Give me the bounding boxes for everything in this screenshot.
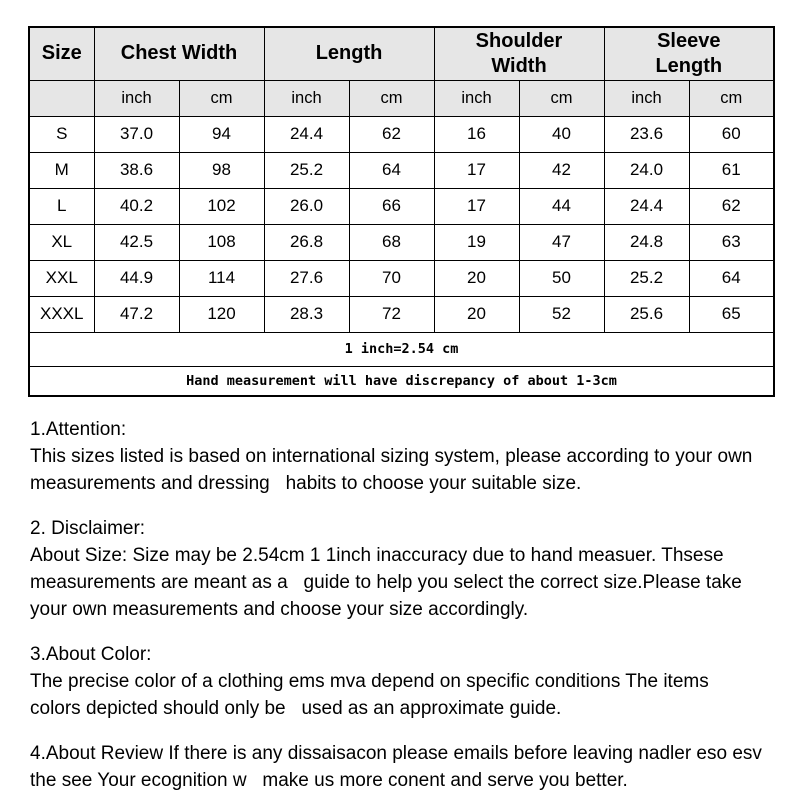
cell: 38.6 xyxy=(94,152,179,188)
cell: 24.4 xyxy=(264,116,349,152)
cell: 61 xyxy=(689,152,774,188)
note-line: the see Your ecognition w make us more conent and serve you better. xyxy=(30,770,628,791)
cell: 68 xyxy=(349,224,434,260)
cell: 102 xyxy=(179,188,264,224)
cell: 40.2 xyxy=(94,188,179,224)
header-shoulder-width-label: Shoulder Width xyxy=(475,29,563,77)
cell: 47 xyxy=(519,224,604,260)
cell: 94 xyxy=(179,116,264,152)
cell: 17 xyxy=(434,152,519,188)
cell: 25.2 xyxy=(604,260,689,296)
cell: 50 xyxy=(519,260,604,296)
unit-cell: cm xyxy=(519,80,604,116)
measurement-discrepancy-note: Hand measurement will have discrepancy of about 1-3cm xyxy=(29,366,774,396)
cell: 98 xyxy=(179,152,264,188)
note-about-color xyxy=(30,641,790,722)
cell: 120 xyxy=(179,296,264,332)
note-line: 4.About Review If there is any dissaisacon please emails before leaving nadler eso esv xyxy=(30,743,762,764)
cell: 42 xyxy=(519,152,604,188)
cell: 66 xyxy=(349,188,434,224)
cell: 16 xyxy=(434,116,519,152)
cell: 26.8 xyxy=(264,224,349,260)
note-line: your own measurements and choose your size accordingly. xyxy=(30,599,529,620)
table-row-s xyxy=(29,116,774,152)
cell: 72 xyxy=(349,296,434,332)
cell: 44.9 xyxy=(94,260,179,296)
cell: 27.6 xyxy=(264,260,349,296)
table-row-l xyxy=(29,188,774,224)
cell: 23.6 xyxy=(604,116,689,152)
unit-cell: cm xyxy=(179,80,264,116)
unit-cell: cm xyxy=(349,80,434,116)
size-chart-table xyxy=(28,26,775,397)
cell: 24.0 xyxy=(604,152,689,188)
cell: 64 xyxy=(689,260,774,296)
note-disclaimer xyxy=(30,515,790,623)
unit-cell: inch xyxy=(434,80,519,116)
table-row-xxl xyxy=(29,260,774,296)
cell: 19 xyxy=(434,224,519,260)
cell: 28.3 xyxy=(264,296,349,332)
cell: 47.2 xyxy=(94,296,179,332)
cell: 108 xyxy=(179,224,264,260)
unit-cell xyxy=(29,80,94,116)
cell: 114 xyxy=(179,260,264,296)
table-row-xl xyxy=(29,224,774,260)
cell: 37.0 xyxy=(94,116,179,152)
cell: 65 xyxy=(689,296,774,332)
note-line: This sizes listed is based on international sizing system, please according to your own xyxy=(30,446,753,467)
table-row-xxxl xyxy=(29,296,774,332)
note-line: The precise color of a clothing ems mva depend on specific conditions The items xyxy=(30,671,709,692)
table-header-row xyxy=(29,27,774,80)
header-size: Size xyxy=(29,27,94,80)
note-attention-heading: 1.Attention: xyxy=(30,419,127,440)
header-sleeve-length xyxy=(604,27,774,80)
cell: 64 xyxy=(349,152,434,188)
header-sleeve-length-label: Sleeve Length xyxy=(655,29,723,77)
size-label: XXL xyxy=(29,260,94,296)
cell: 24.4 xyxy=(604,188,689,224)
cell: 20 xyxy=(434,296,519,332)
cell: 24.8 xyxy=(604,224,689,260)
size-label: M xyxy=(29,152,94,188)
header-shoulder-width xyxy=(434,27,604,80)
cell: 20 xyxy=(434,260,519,296)
inch-conversion-note: 1 inch=2.54 cm xyxy=(29,332,774,366)
unit-cell: inch xyxy=(604,80,689,116)
cell: 70 xyxy=(349,260,434,296)
note-disclaimer-heading: 2. Disclaimer: xyxy=(30,518,146,539)
table-footnote-row-discrepancy xyxy=(29,366,774,396)
cell: 25.2 xyxy=(264,152,349,188)
cell: 62 xyxy=(689,188,774,224)
cell: 44 xyxy=(519,188,604,224)
cell: 42.5 xyxy=(94,224,179,260)
table-units-row xyxy=(29,80,774,116)
note-attention xyxy=(30,416,790,497)
cell: 63 xyxy=(689,224,774,260)
header-chest-width: Chest Width xyxy=(94,27,264,80)
cell: 62 xyxy=(349,116,434,152)
size-label: S xyxy=(29,116,94,152)
note-color-heading: 3.About Color: xyxy=(30,644,152,665)
notes xyxy=(30,416,790,800)
header-length: Length xyxy=(264,27,434,80)
unit-cell: inch xyxy=(264,80,349,116)
table-row-m xyxy=(29,152,774,188)
cell: 25.6 xyxy=(604,296,689,332)
note-about-review xyxy=(30,740,790,794)
size-label: XL xyxy=(29,224,94,260)
table-footnote-row-conversion xyxy=(29,332,774,366)
unit-cell: inch xyxy=(94,80,179,116)
cell: 40 xyxy=(519,116,604,152)
unit-cell: cm xyxy=(689,80,774,116)
cell: 60 xyxy=(689,116,774,152)
note-line: About Size: Size may be 2.54cm 1 1inch inaccuracy due to hand measuer. Thsese xyxy=(30,545,724,566)
cell: 17 xyxy=(434,188,519,224)
note-line: colors depicted should only be used as an approximate guide. xyxy=(30,698,562,719)
size-label: L xyxy=(29,188,94,224)
size-label: XXXL xyxy=(29,296,94,332)
note-line: measurements are meant as a guide to help you select the correct size.Please take xyxy=(30,572,742,593)
note-line: measurements and dressing habits to choose your suitable size. xyxy=(30,473,582,494)
cell: 26.0 xyxy=(264,188,349,224)
cell: 52 xyxy=(519,296,604,332)
